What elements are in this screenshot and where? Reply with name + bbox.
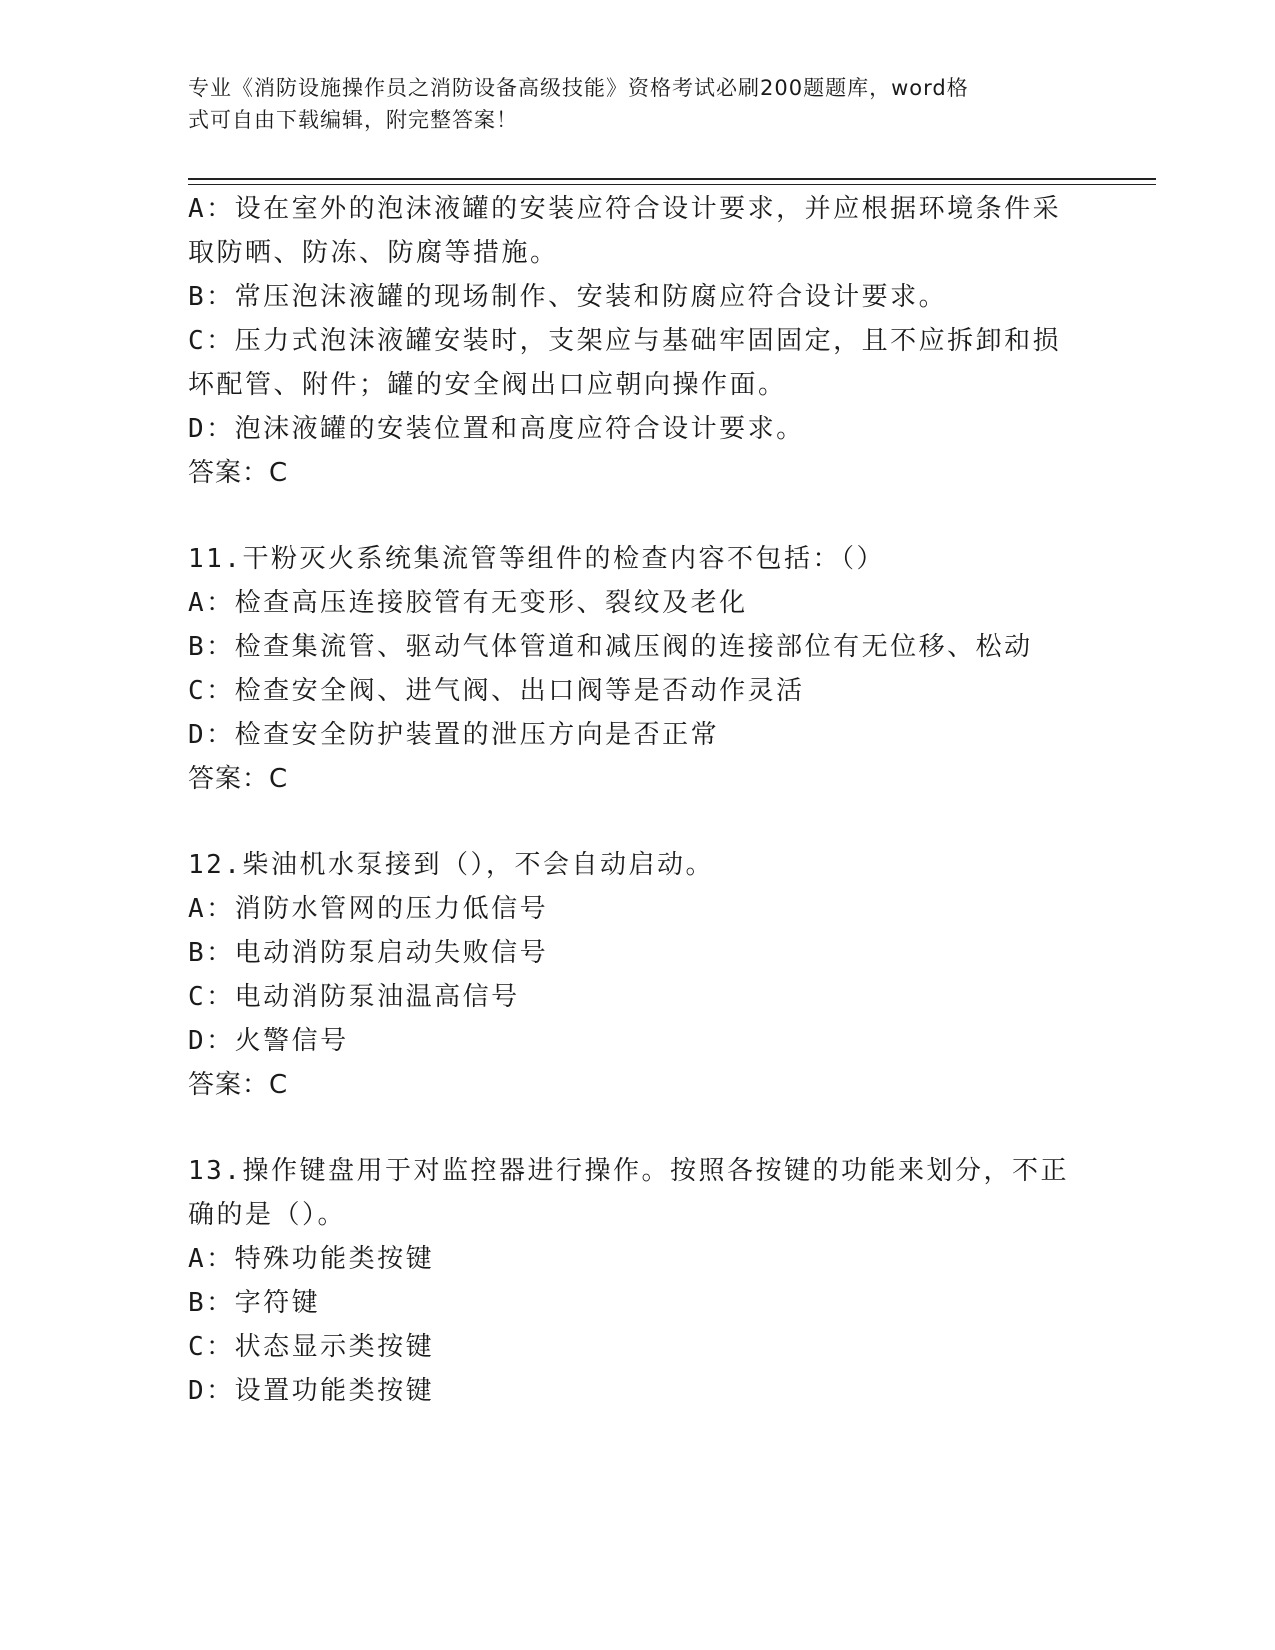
q13-option-d: D：设置功能类按键: [188, 1376, 435, 1406]
q12-option-a: A：消防水管网的压力低信号: [188, 894, 549, 924]
q10-answer: 答案：C: [188, 458, 289, 488]
q10-option-c-line-1: C：压力式泡沫液罐安装时，支架应与基础牢固固定，且不应拆卸和损: [188, 326, 1062, 356]
q11-answer: 答案：C: [188, 764, 289, 794]
q10-option-a-line-1: A：设在室外的泡沫液罐的安装应符合设计要求，并应根据环境条件采: [188, 194, 1062, 224]
document-header: [188, 72, 1068, 136]
q13-option-a: A：特殊功能类按键: [188, 1244, 435, 1274]
q13-option-b: B：字符键: [188, 1288, 321, 1318]
q13-stem-line-1: 13.操作键盘用于对监控器进行操作。按照各按键的功能来划分，不正: [188, 1156, 1069, 1186]
header-divider-thin: [188, 184, 1156, 185]
header-line-1: 专业《消防设施操作员之消防设备高级技能》资格考试必刷200题题库，word格: [188, 76, 969, 100]
q12-option-d: D：火警信号: [188, 1026, 349, 1056]
q11-stem: 11.干粉灭火系统集流管等组件的检查内容不包括：（）: [188, 544, 885, 574]
q10-option-c-line-2: 坏配管、附件；罐的安全阀出口应朝向操作面。: [188, 370, 787, 400]
q11-option-a: A：检查高压连接胶管有无变形、裂纹及老化: [188, 588, 748, 618]
q12-answer: 答案：C: [188, 1070, 289, 1100]
q10-option-a-line-2: 取防晒、防冻、防腐等措施。: [188, 238, 559, 268]
header-divider-thick: [188, 178, 1156, 180]
q11-option-b: B：检查集流管、驱动气体管道和减压阀的连接部位有无位移、松动: [188, 632, 1033, 662]
q10-option-d: D：泡沫液罐的安装位置和高度应符合设计要求。: [188, 414, 805, 444]
q10-option-b: B：常压泡沫液罐的现场制作、安装和防腐应符合设计要求。: [188, 282, 948, 312]
q11-option-d: D：检查安全防护装置的泄压方向是否正常: [188, 720, 720, 750]
q11-option-c: C：检查安全阀、进气阀、出口阀等是否动作灵活: [188, 676, 805, 706]
q13-option-c: C：状态显示类按键: [188, 1332, 435, 1362]
header-line-2: 式可自由下载编辑，附完整答案！: [188, 108, 518, 132]
q13-stem-line-2: 确的是（）。: [188, 1200, 347, 1230]
q12-stem: 12.柴油机水泵接到（），不会自动启动。: [188, 850, 714, 880]
q12-option-b: B：电动消防泵启动失败信号: [188, 938, 549, 968]
q12-option-c: C：电动消防泵油温高信号: [188, 982, 520, 1012]
